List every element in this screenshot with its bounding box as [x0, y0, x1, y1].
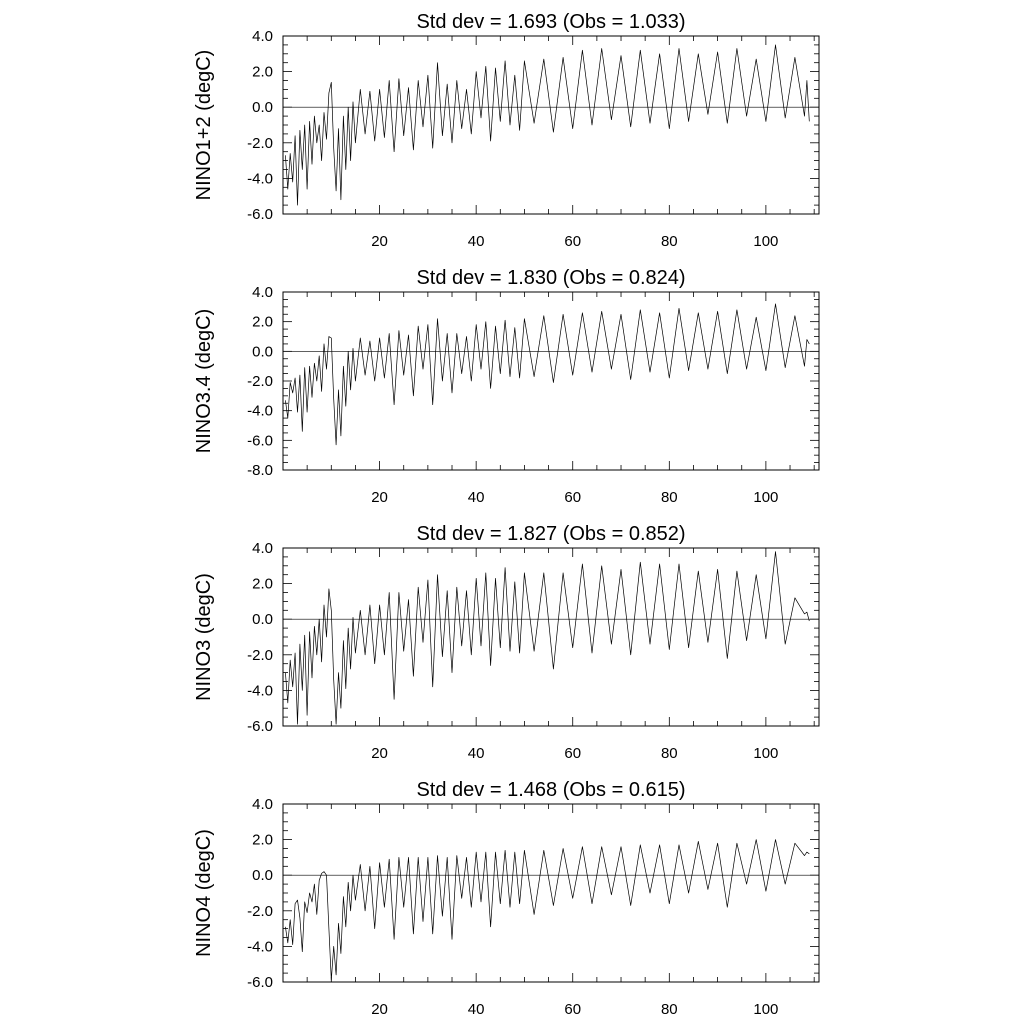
- y-tick-label: -4.0: [247, 682, 273, 700]
- series-line: [285, 45, 809, 205]
- y-tick-label: 4.0: [252, 284, 273, 301]
- panel-title: Std dev = 1.830 (Obs = 0.824): [416, 267, 686, 289]
- y-axis-label: NINO1+2 (degC): [193, 49, 215, 201]
- x-tick-label: 100: [753, 745, 779, 762]
- y-tick-label: 2.0: [252, 575, 273, 593]
- x-tick-label: 80: [660, 1001, 678, 1018]
- y-tick-label: 2.0: [252, 313, 273, 331]
- y-tick-label: -6.0: [247, 206, 273, 223]
- series-line: [285, 552, 809, 725]
- series-line: [285, 304, 809, 445]
- y-tick-label: 4.0: [252, 28, 273, 45]
- panel-title: Std dev = 1.468 (Obs = 0.615): [416, 779, 686, 801]
- x-tick-label: 40: [467, 745, 485, 762]
- y-axis-label: NINO4 (degC): [193, 829, 215, 957]
- y-tick-label: -2.0: [247, 134, 273, 152]
- y-tick-label: -6.0: [247, 974, 273, 991]
- y-axis-label: NINO3 (degC): [193, 573, 215, 701]
- panel-title: Std dev = 1.693 (Obs = 1.033): [416, 11, 686, 33]
- y-tick-label: -2.0: [247, 373, 273, 390]
- x-tick-label: 40: [467, 489, 485, 506]
- y-tick-label: -4.0: [247, 938, 273, 956]
- x-tick-label: 40: [467, 1001, 485, 1018]
- y-tick-label: -4.0: [247, 402, 273, 420]
- x-tick-label: 80: [660, 745, 678, 762]
- x-tick-label: 80: [660, 489, 678, 506]
- y-tick-label: -6.0: [247, 432, 273, 450]
- x-tick-label: 40: [467, 233, 485, 250]
- x-tick-label: 100: [753, 233, 779, 250]
- y-tick-label: 4.0: [252, 540, 273, 557]
- x-tick-label: 20: [371, 233, 388, 250]
- panel-3: [193, 523, 819, 762]
- x-tick-label: 20: [371, 745, 388, 762]
- y-tick-label: -6.0: [247, 718, 273, 735]
- y-tick-label: 2.0: [252, 63, 273, 81]
- x-tick-label: 60: [564, 489, 582, 506]
- x-tick-label: 100: [753, 1001, 779, 1018]
- y-tick-label: -8.0: [247, 462, 273, 479]
- y-tick-label: 0.0: [252, 611, 273, 629]
- series-line: [285, 840, 809, 981]
- x-tick-label: 60: [564, 233, 582, 250]
- panel-1: [193, 11, 819, 250]
- y-tick-label: 4.0: [252, 796, 273, 813]
- y-tick-label: 0.0: [252, 867, 273, 885]
- y-axis-label: NINO3.4 (degC): [193, 308, 215, 454]
- x-tick-label: 80: [660, 233, 678, 250]
- x-tick-label: 60: [564, 1001, 582, 1018]
- y-tick-label: 0.0: [252, 99, 273, 117]
- x-tick-label: 20: [371, 489, 388, 506]
- x-tick-label: 100: [753, 489, 779, 506]
- panel-title: Std dev = 1.827 (Obs = 0.852): [416, 523, 686, 545]
- x-tick-label: 60: [564, 745, 582, 762]
- x-tick-label: 20: [371, 1001, 388, 1018]
- y-tick-label: -4.0: [247, 170, 273, 188]
- y-tick-label: -2.0: [247, 902, 273, 920]
- panel-4: [193, 779, 819, 1018]
- y-tick-label: -2.0: [247, 646, 273, 664]
- y-tick-label: 0.0: [252, 343, 273, 361]
- y-tick-label: 2.0: [252, 831, 273, 849]
- panel-2: [193, 267, 819, 506]
